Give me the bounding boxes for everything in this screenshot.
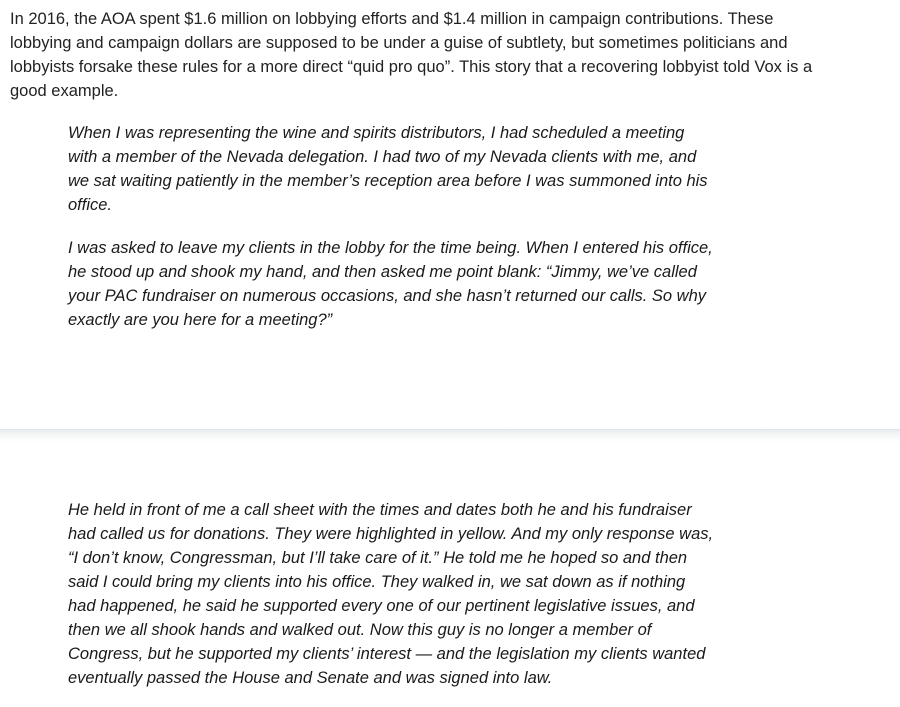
intro-paragraph [10, 7, 890, 103]
quote-line: had happened, he said he supported every one of our pertinent legislative issues, and [68, 597, 695, 615]
page-divider [0, 429, 900, 442]
intro-line: In 2016, the AOA spent $1.6 million on lobbying efforts and $1.4 million in campaign contributions. These [10, 10, 774, 28]
quote-line: eventually passed the House and Senate and was signed into law. [68, 669, 553, 687]
quote-line: I was asked to leave my clients in the lobby for the time being. When I entered his office, [68, 239, 713, 257]
quote-line: Congress, but he supported my clients’ interest — and the legislation my clients wanted [68, 645, 706, 663]
quote-line: had called us for donations. They were highlighted in yellow. And my only response was, [68, 525, 714, 543]
intro-line: lobbyists forsake these rules for a more direct “quid pro quo”. This story that a recovering lobbyist told Vox is a [10, 58, 813, 76]
quote-line: we sat waiting patiently in the member’s reception area before I was summoned into his [68, 172, 708, 190]
quote-line: When I was representing the wine and spirits distributors, I had scheduled a meeting [68, 124, 685, 142]
quote-line: he stood up and shook my hand, and then asked me point blank: “Jimmy, we’ve called [68, 263, 697, 281]
quote-line: with a member of the Nevada delegation. I had two of my Nevada clients with me, and [68, 148, 697, 166]
blockquote-paragraph-1 [68, 121, 788, 217]
intro-line: lobbying and campaign dollars are supposed to be under a guise of subtlety, but sometimes politicians and [10, 34, 788, 52]
quote-line: your PAC fundraiser on numerous occasions, and she hasn’t returned our calls. So why [68, 287, 707, 305]
blockquote-paragraph-3 [68, 498, 788, 690]
intro-line: good example. [10, 82, 119, 100]
quote-line: “I don’t know, Congressman, but I’ll take care of it.” He told me he hoped so and then [68, 549, 688, 567]
quote-line: exactly are you here for a meeting?” [68, 311, 333, 329]
quote-line: said I could bring my clients into his office. They walked in, we sat down as if nothing [68, 573, 686, 591]
quote-line: then we all shook hands and walked out. Now this guy is no longer a member of [68, 621, 652, 639]
quote-line: He held in front of me a call sheet with the times and dates both he and his fundraiser [68, 501, 692, 519]
quote-line: office. [68, 196, 113, 214]
blockquote-paragraph-2 [68, 236, 788, 332]
